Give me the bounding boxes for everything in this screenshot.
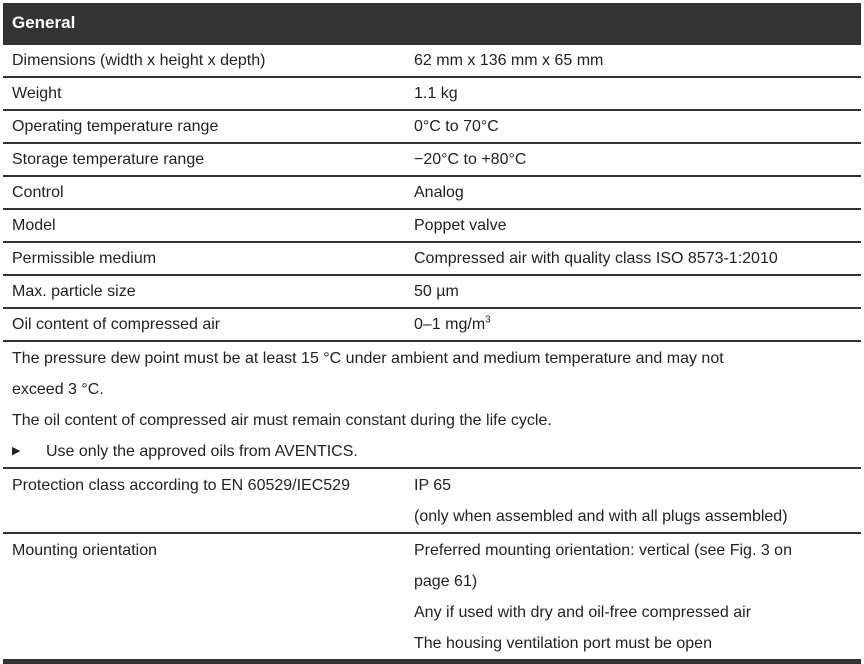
note-line: The oil content of compressed air must remain constant during the life cycle. [12,412,552,429]
row-value: 1.1 kg [414,85,458,102]
row-label: Model [12,217,56,234]
row-label: Dimensions (width x height x depth) [12,52,266,69]
row-value: IP 65 [414,477,452,494]
table-row [3,276,861,309]
row-value: Poppet valve [414,217,507,234]
table-row [3,309,861,342]
superscript: 3 [485,314,491,326]
table-row [3,177,861,210]
row-value: Any if used with dry and oil-free compressed air [414,604,752,621]
row-value: (only when assembled and with all plugs assembled) [414,508,788,525]
row-value: −20°C to +80°C [414,151,527,168]
row-value: Preferred mounting orientation: vertical (see Fig. 3 on [414,542,792,559]
note-line: exceed 3 °C. [12,381,104,398]
bullet-item [12,436,861,467]
row-value: 0°C to 70°C [414,118,499,135]
table-row [3,45,861,78]
table-row [3,534,861,664]
table-row [3,78,861,111]
triangle-right-icon: ▶ [12,445,21,457]
row-value: Compressed air with quality class ISO 8573-1:2010 [414,250,778,267]
table-row [3,111,861,144]
row-value: The housing ventilation port must be open [414,635,712,652]
row-label: Weight [12,85,62,102]
table-row [3,210,861,243]
note-line: The pressure dew point must be at least 15 °C under ambient and medium temperature and may not [12,350,724,367]
row-label: Protection class according to EN 60529/IEC529 [12,477,350,494]
row-label: Mounting orientation [12,542,157,559]
note-block [3,342,861,469]
row-label: Storage temperature range [12,151,205,168]
row-label: Permissible medium [12,250,157,267]
row-label: Operating temperature range [12,118,219,135]
row-value: 50 µm [414,283,459,300]
table-row [3,243,861,276]
bullet-text: Use only the approved oils from AVENTICS. [46,443,358,460]
row-label: Control [12,184,64,201]
value-text: 0–1 mg/m [414,316,486,333]
row-value: Analog [414,184,464,201]
row-value: page 61) [414,573,478,590]
row-value: 62 mm x 136 mm x 65 mm [414,52,604,69]
row-label: Max. particle size [12,283,136,300]
general-specs-table [3,3,861,664]
table-row [3,144,861,177]
table-header: General [3,3,861,45]
row-value [409,309,861,340]
table-row [3,469,861,534]
row-label: Oil content of compressed air [12,316,221,333]
